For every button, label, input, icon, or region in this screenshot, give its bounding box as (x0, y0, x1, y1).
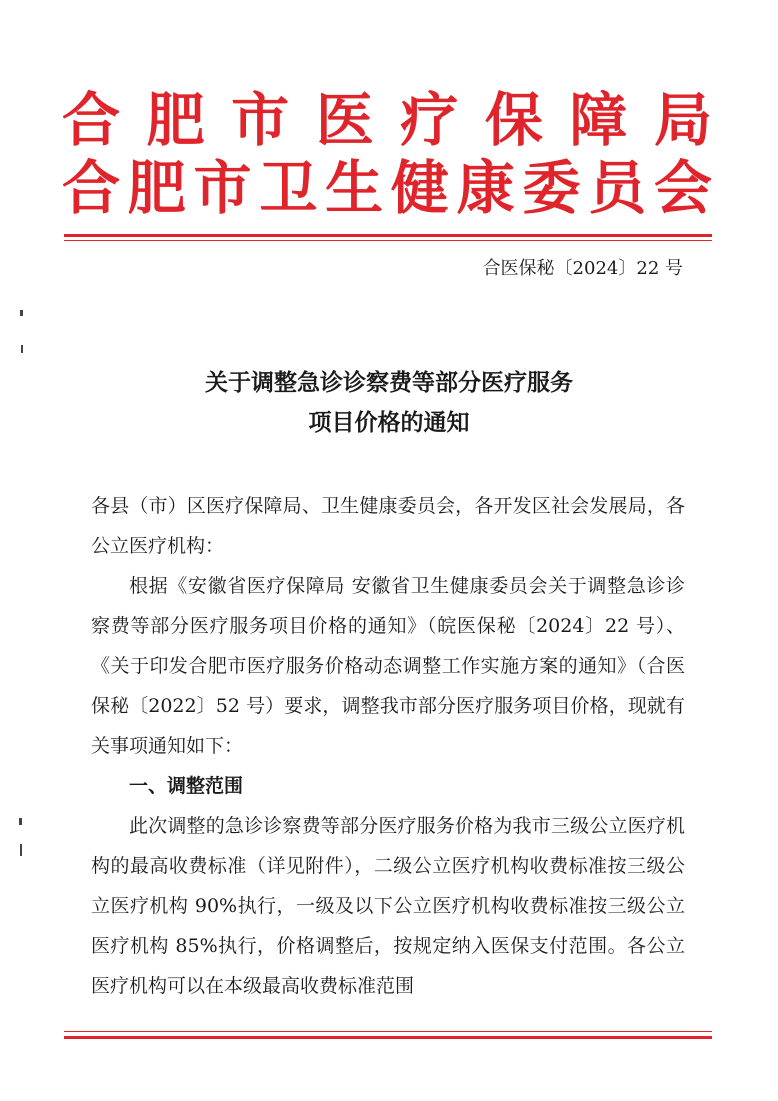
masthead-divider-thick (64, 234, 712, 237)
section-paragraph-scope: 此次调整的急诊诊察费等部分医疗服务价格为我市三级公立医疗机构的最高收费标准（详见附件），二级公立医疗机构收费标准按三级公立医疗机构 90%执行，一级及以下公立医疗机构收费标准按三级公立医疗机构 85%执行，价格调整后，按规定纳入医保支付范围。各公立医疗机构可以在本级最高收费标准范围 (91, 815, 685, 997)
binding-hole-mark (20, 310, 23, 316)
binding-hole-mark (21, 345, 23, 353)
masthead-divider-thin (64, 240, 712, 241)
binding-hole-mark (20, 844, 22, 856)
document-title-line-1: 关于调整急诊诊察费等部分医疗服务 (205, 369, 573, 396)
issuer-name-health-commission: 合肥市卫生健康委员会 (62, 154, 712, 222)
intro-paragraph: 根据《安徽省医疗保障局 安徽省卫生健康委员会关于调整急诊诊察费等部分医疗服务项目价格的通知》（皖医保秘〔2024〕22 号）、《关于印发合肥市医疗服务价格动态调整工作实施方案的通知》（合医保秘〔2022〕52 号）要求，调整我市部分医疗服务项目价格，现就有关事项通知如下： (91, 575, 685, 757)
section-heading-scope: 一、调整范围 (129, 775, 244, 797)
addressee: 各县（市）区医疗保障局、卫生健康委员会，各开发区社会发展局，各公立医疗机构： (91, 495, 685, 557)
footer-divider-thick (64, 1036, 712, 1039)
document-title-line-2: 项目价格的通知 (308, 409, 470, 436)
binding-hole-mark (19, 818, 22, 825)
footer-divider-thin (64, 1031, 712, 1032)
issuer-name-medical-security-bureau: 合肥市医疗保障局 (62, 86, 712, 154)
document-number: 合医保秘〔2024〕22 号 (482, 258, 683, 279)
